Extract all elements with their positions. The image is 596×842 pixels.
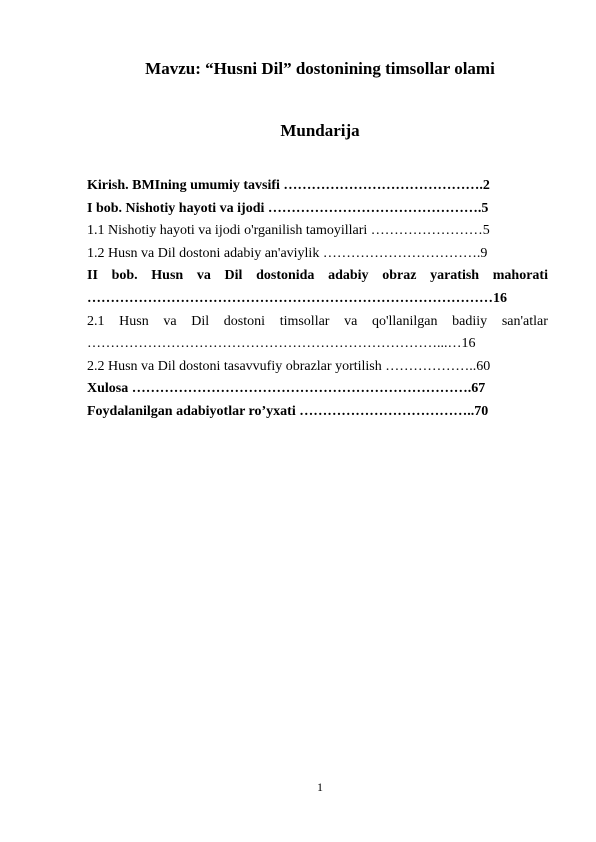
toc-word: Dil [224,268,243,284]
page-title: Mavzu: “Husni Dil” dostonining timsollar olami [145,59,495,78]
toc-word: obraz [382,268,417,284]
toc-entry-kirish[interactable]: Kirish. BMIning umumiy tavsifi …………………………………….2 [87,178,490,193]
toc-entry-chapter-1[interactable]: I bob. Nishotiy hayoti va ijodi ……………………………………….5 [87,200,489,216]
toc-word: va [196,268,211,284]
toc-word: Dil [191,313,210,329]
toc-word: bob. [111,268,138,284]
toc-word: dostonida [256,268,315,284]
toc-entry-chapter-2-page[interactable]: ……………………………………………………………………………16 [87,290,507,306]
toc-word: Husn [119,313,149,329]
toc-word: mahorati [492,268,548,284]
toc-word: dostoni [223,313,266,329]
toc-word: 2.1 [87,313,105,329]
toc-entry-2-1-page[interactable]: …………………………………………………………………...…16 [87,336,476,352]
toc-entry-1-2[interactable]: 1.2 Husn va Dil dostoni adabiy an'aviylik …………………………….9 [87,245,488,261]
toc-entry-2-1[interactable] [87,311,548,334]
toc-entry-xulosa[interactable]: Xulosa ……………………………………………………………….67 [87,381,486,397]
toc-word: adabiy [328,268,369,284]
toc-word: va [163,313,177,329]
toc-word: san'atlar [501,313,548,329]
toc-word: yaratish [430,268,480,284]
contents-heading: Mundarija [280,121,360,140]
toc-word: II [87,268,98,284]
toc-word: Husn [151,268,184,284]
toc-entry-2-2[interactable]: 2.2 Husn va Dil dostoni tasavvufiy obrazlar yortilish ………………..60 [87,358,491,374]
table-of-contents [87,175,548,424]
toc-word: timsollar [279,313,330,329]
toc-word: badiiy [452,313,488,329]
toc-word: qo'llanilgan [372,313,438,329]
toc-entry-bibliography[interactable]: Foydalanilgan adabiyotlar ro’yxati ………………………………..70 [87,403,489,419]
toc-entry-1-1[interactable]: 1.1 Nishotiy hayoti va ijodi o'rganilish tamoyillari ……………………5 [87,223,490,239]
page-number: 1 [317,780,323,794]
toc-word: va [344,313,358,329]
toc-entry-chapter-2[interactable] [87,265,548,288]
